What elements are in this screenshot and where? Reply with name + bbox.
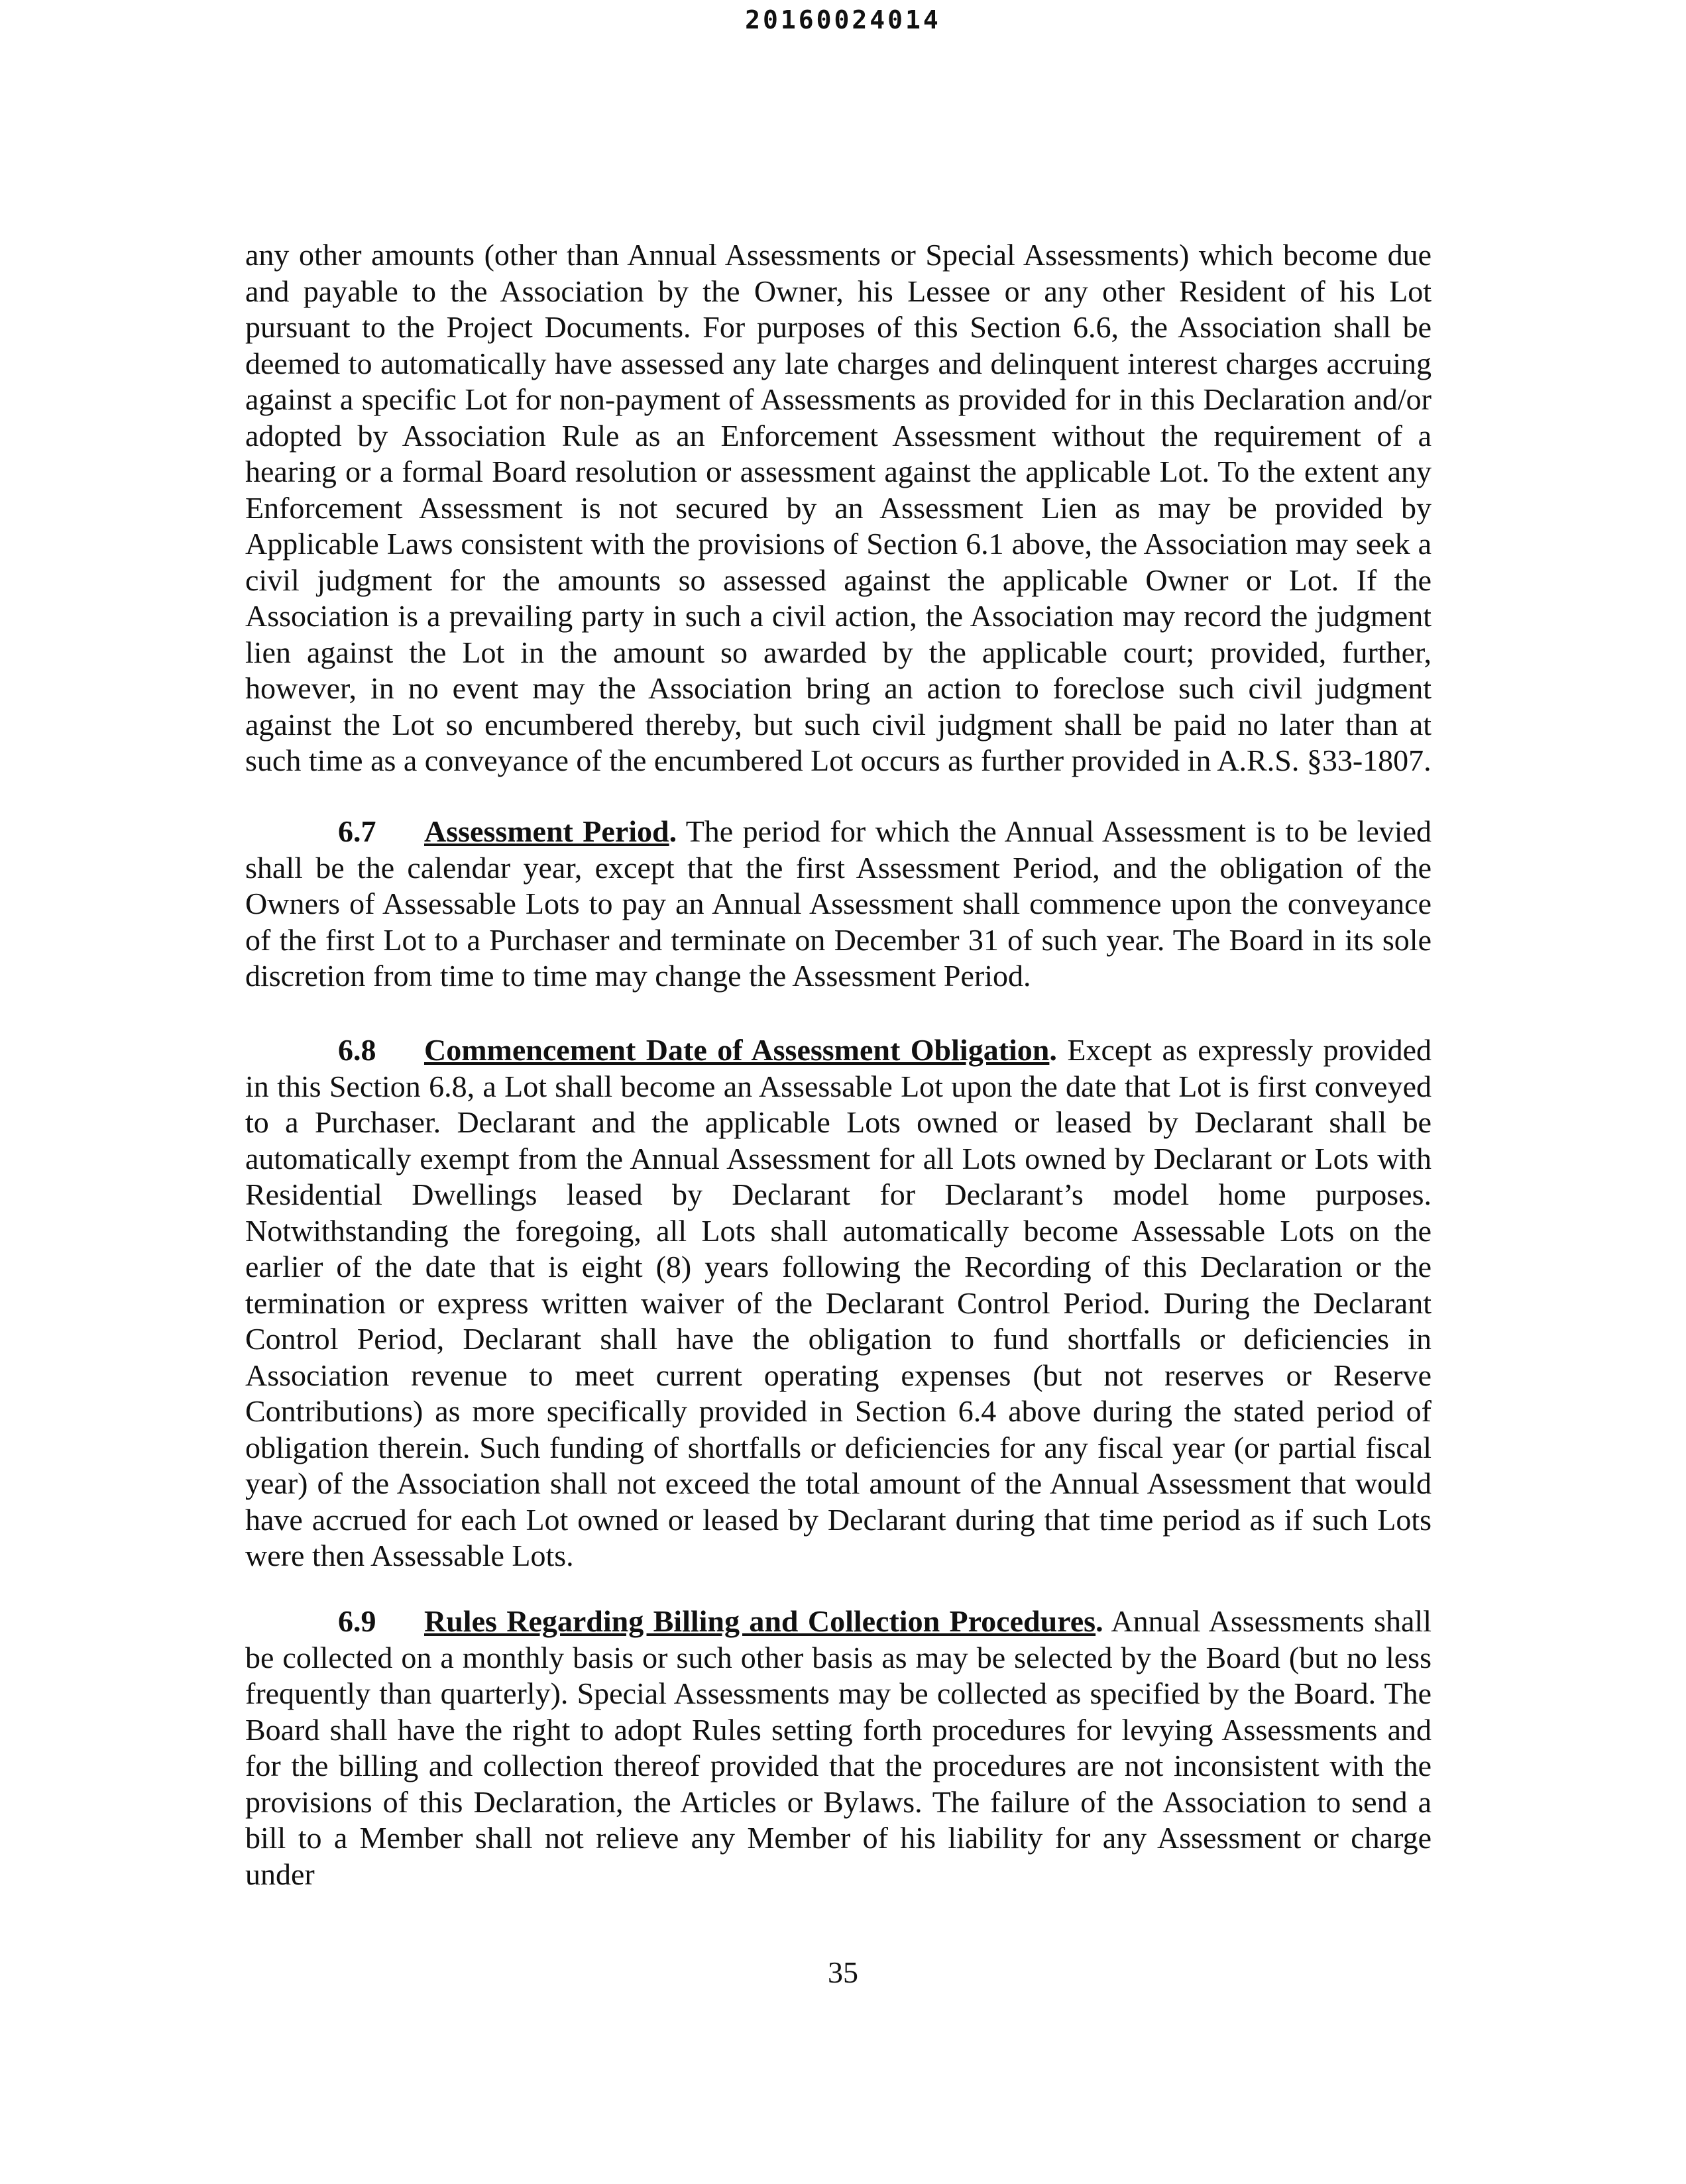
document-number: 20160024014 [745, 5, 941, 34]
section-text: Annual Assessments shall be collected on a monthly basis or such other basis as may be selected by the Board (but no less frequently than quarterly). Special Assessments may be collected as specified by the Board. The Board shall have the right to adopt Rules setting forth procedures for levying Assessments and for the billing and collection thereof provided that the procedures are not inconsistent with the provisions of this Declaration, the Articles or Bylaws. The failure of the Association to send a bill to a Member shall not relieve any Member of his liability for any Assessment or charge under [245, 1604, 1432, 1891]
title-period: . [669, 814, 677, 848]
section-text: The period for which the Annual Assessment is to be levied shall be the calendar year, except that the first Assessment Period, and the obligation of the Owners of Assessable Lots to pay an Annual Assessment shall commence upon the conveyance of the first Lot to a Purchaser and terminate on December 31 of such year. The Board in its sole discretion from time to time may change the Assessment Period. [245, 814, 1432, 993]
title-period: . [1096, 1604, 1103, 1638]
section-number: 6.8 [338, 1033, 376, 1067]
section-title: Commencement Date of Assessment Obligation [424, 1033, 1050, 1067]
section-title: Assessment Period [424, 814, 669, 848]
section-text: Except as expressly provided in this Section 6.8, a Lot shall become an Assessable Lot upon the date that Lot is first conveyed to a Purchaser. Declarant and the applicable Lots owned or leased by Declarant shall be automatically exempt from the Annual Assessment for all Lots owned by Declarant or Lots with Residential Dwellings leased by Declarant for Declarant’s model home purposes. Notwithstanding the foregoing, all Lots shall automatically become Assessable Lots on the earlier of the date that is eight (8) years following the Recording of this Declaration or the termination or express written waiver of the Declarant Control Period. During the Declarant Control Period, Declarant shall have the obligation to fund shortfalls or deficiencies in Association revenue to meet current operating expenses (but not reserves or Reserve Contributions) as more specifically provided in Section 6.4 above during the stated period of obligation therein. Such funding of shortfalls or deficiencies for any fiscal year (or partial fiscal year) of the Association shall not exceed the total amount of the Annual Assessment that would have accrued for each Lot owned or leased by Declarant during that time period as if such Lots were then Assessable Lots. [245, 1033, 1432, 1572]
paragraph-continuation: any other amounts (other than Annual Assessments or Special Assessments) which become due and payable to the Association by the Owner, his Lessee or any other Resident of his Lot pursuant to the Project Documents. For purposes of this Section 6.6, the Association shall be deemed to automatically have assessed any late charges and delinquent interest charges accruing against a specific Lot for non-payment of Assessments as provided for in this Declaration and/or adopted by Association Rule as an Enforcement Assessment without the requirement of a hearing or a formal Board resolution or assessment against the applicable Lot. To the extent any Enforcement Assessment is not secured by an Assessment Lien as may be provided by Applicable Laws consistent with the provisions of Section 6.1 above, the Association may seek a civil judgment for the amounts so assessed against the applicable Owner or Lot. If the Association is a prevailing party in such a civil action, the Association may record the judgment lien against the Lot in the amount so awarded by the applicable court; provided, further, however, in no event may the Association bring an action to foreclose such civil judgment against the Lot so encumbered thereby, but such civil judgment shall be paid no later than at such time as a conveyance of the encumbered Lot occurs as further provided in A.R.S. §33-1807. [245, 238, 1432, 777]
section-6-9 [245, 1604, 1432, 1892]
section-6-8 [245, 1032, 1432, 1574]
section-number: 6.9 [338, 1604, 376, 1638]
title-period: . [1049, 1033, 1057, 1067]
section-6-7 [245, 814, 1432, 995]
section-title: Rules Regarding Billing and Collection Procedures [424, 1604, 1096, 1638]
page-number: 35 [828, 1955, 858, 1989]
section-number: 6.7 [338, 814, 376, 848]
